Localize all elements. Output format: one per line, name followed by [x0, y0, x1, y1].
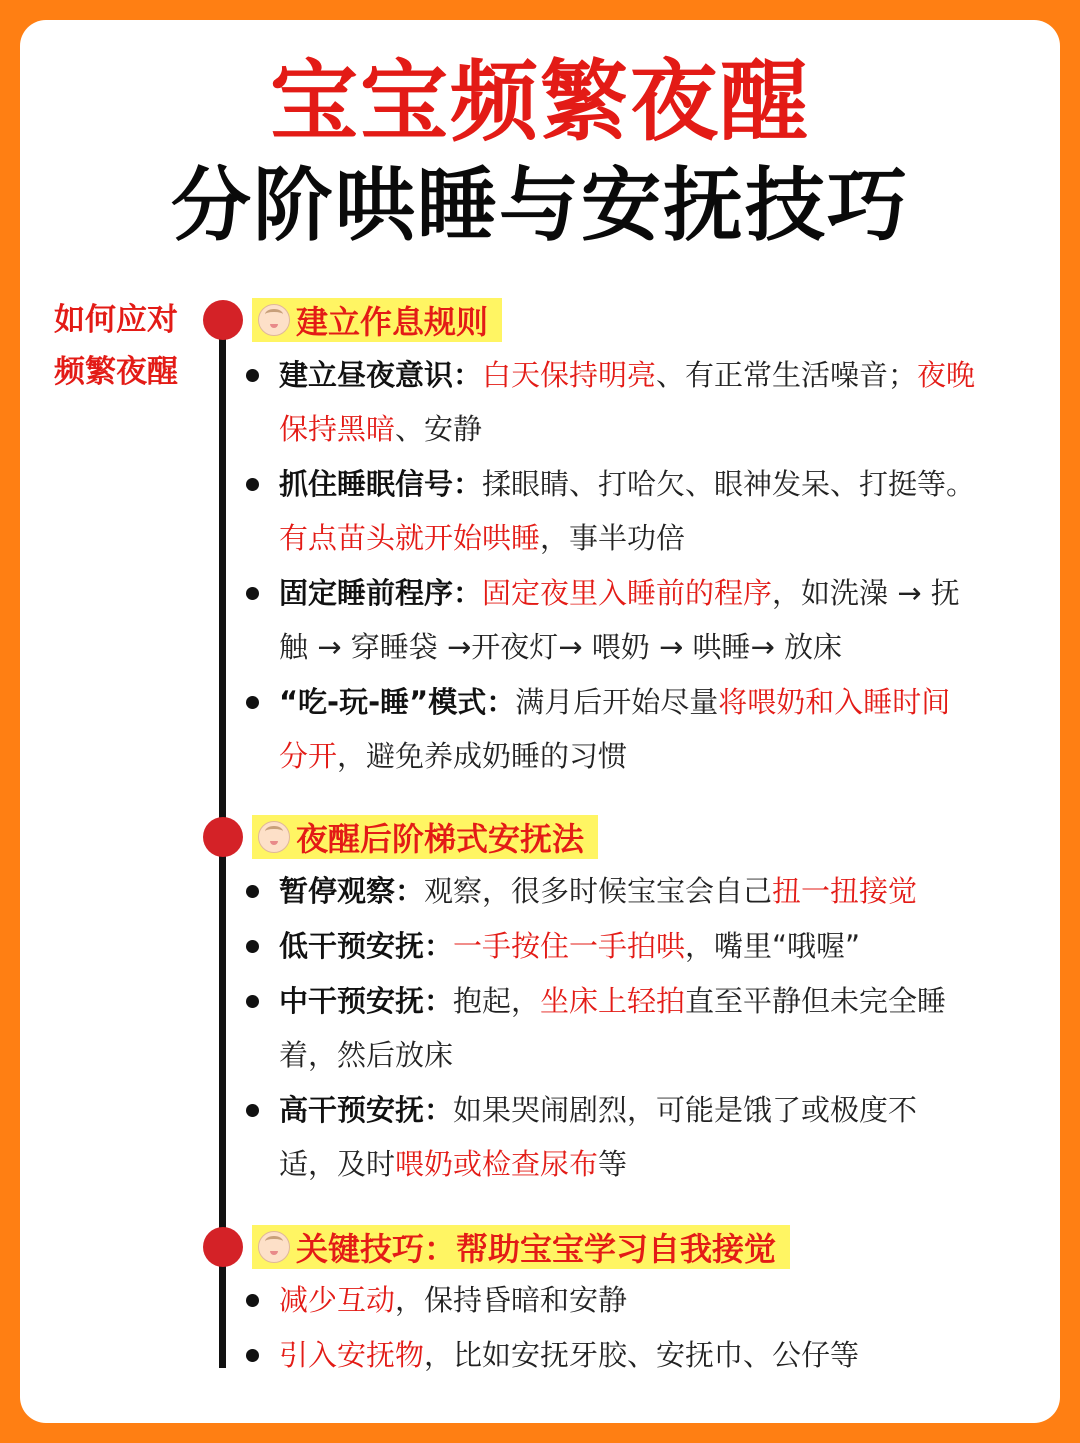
timeline-dot	[203, 1227, 243, 1267]
list-item-line: 高干预安抚：如果哭闹剧烈，可能是饿了或极度不	[279, 1093, 918, 1127]
bullet	[246, 940, 259, 953]
list-item-line: 触 → 穿睡袋 →开夜灯→ 喂奶 → 哄睡→ 放床	[279, 630, 843, 664]
bullet	[246, 369, 259, 382]
bullet	[246, 1349, 259, 1362]
list-item-line: 保持黑暗、安静	[279, 412, 483, 446]
list-item-line: 低干预安抚：一手按住一手拍哄，嘴里“哦喔”	[279, 929, 861, 963]
section-heading-text: 建立作息规则	[296, 303, 489, 341]
title-line-1: 宝宝频繁夜醒	[269, 50, 810, 153]
side-label-line-2: 频繁夜醒	[54, 354, 178, 390]
baby-face-icon	[258, 821, 290, 853]
section-heading	[252, 298, 502, 342]
list-item-line: 适，及时喂奶或检查尿布等	[279, 1147, 628, 1181]
baby-face-icon	[258, 1231, 290, 1263]
list-item-line: 引入安抚物，比如安抚牙胶、安抚巾、公仔等	[279, 1338, 860, 1372]
bullet	[246, 587, 259, 600]
bullet	[246, 696, 259, 709]
list-item-line: 中干预安抚：抱起，坐床上轻拍直至平静但未完全睡	[279, 984, 947, 1018]
timeline-dot	[203, 817, 243, 857]
side-label-line-1: 如何应对	[54, 302, 178, 338]
title-line-2: 分阶哄睡与安抚技巧	[171, 159, 909, 252]
list-item-line: 建立昼夜意识：白天保持明亮、有正常生活噪音；夜晚	[279, 358, 976, 392]
list-item-line: 固定睡前程序：固定夜里入睡前的程序，如洗澡 → 抚	[279, 576, 960, 610]
section-heading-text: 关键技巧：帮助宝宝学习自我接觉	[296, 1230, 777, 1268]
bullet	[246, 1294, 259, 1307]
timeline-dot	[203, 300, 243, 340]
section-heading	[252, 1225, 790, 1269]
bullet	[246, 995, 259, 1008]
list-item-line: “吃-玩-睡”模式：满月后开始尽量将喂奶和入睡时间	[279, 685, 951, 719]
bullet	[246, 478, 259, 491]
list-item-line: 减少互动，保持昏暗和安静	[279, 1283, 628, 1317]
list-item-line: 有点苗头就开始哄睡，事半功倍	[279, 521, 686, 555]
list-item-line: 着，然后放床	[279, 1038, 454, 1072]
bullet	[246, 885, 259, 898]
list-item-line: 分开，避免养成奶睡的习惯	[279, 739, 628, 773]
list-item-line: 抓住睡眠信号：揉眼睛、打哈欠、眼神发呆、打挺等。	[279, 467, 976, 501]
bullet	[246, 1104, 259, 1117]
section-heading-text: 夜醒后阶梯式安抚法	[296, 820, 585, 858]
section-heading	[252, 815, 598, 859]
baby-face-icon	[258, 304, 290, 336]
list-item-line: 暂停观察：观察，很多时候宝宝会自己扭一扭接觉	[279, 874, 918, 908]
